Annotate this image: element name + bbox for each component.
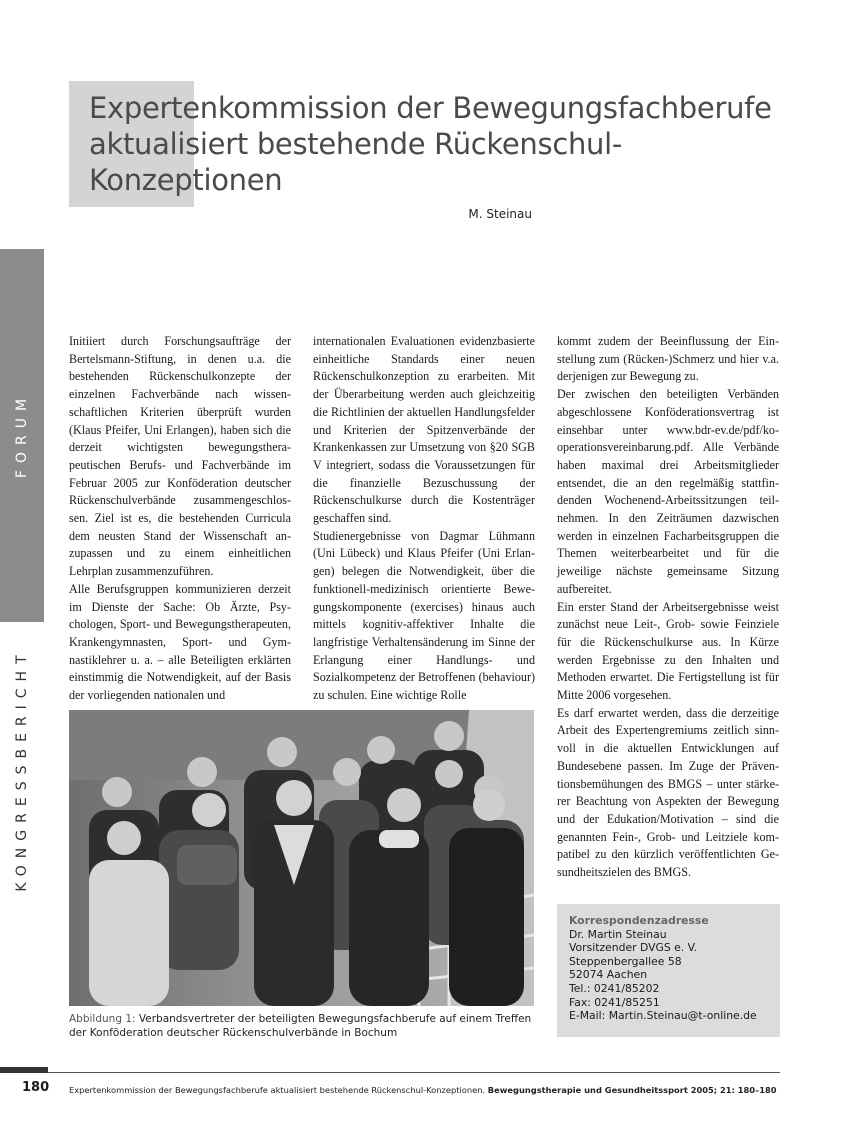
text-column-3 [557, 333, 779, 882]
figure-caption-text: Verbandsvertreter der beteiligten Bewegungsfachberufe auf einem Treffen der Konföderation deutscher Rückenschulverbände in Bochum [69, 1013, 532, 1039]
title-line-2: aktualisiert bestehende Rückenschul- [89, 127, 623, 161]
page-number: 180 [22, 1080, 50, 1095]
section-label-forum: FORUM [14, 391, 30, 479]
section-label-kongressbericht: KONGRESSBERICHT [14, 648, 30, 892]
figure-caption [69, 1012, 539, 1040]
paragraph: Alle Berufsgruppen kommunizieren derzeit im Dienste der Sache: Ob Ärzte, Psychologen, Sport- und Bewegungstherapeuten, Krankengymnasten, Sport- und Gymnastiklehrer u. a. – alle Beteiligten erklärten einstimmig die Notwendigkeit, auf der Basis der vorliegenden nationalen und [69, 581, 291, 703]
text-column-1 [69, 333, 291, 705]
correspondence-box [557, 904, 780, 1037]
footer-citation-title: Expertenkommission der Bewegungsfachberufe aktualisiert bestehende Rückenschul-Konzeptionen. [69, 1085, 486, 1095]
title-line-1: Expertenkommission der Bewegungsfachberufe [89, 91, 772, 125]
title-line-3: Konzeptionen [89, 163, 283, 197]
correspondence-role: Vorsitzender DVGS e. V. [569, 941, 698, 955]
footer-citation [69, 1085, 789, 1095]
figure-label: Abbildung 1: [69, 1013, 136, 1025]
correspondence-email: E-Mail: Martin.Steinau@t-online.de [569, 1009, 757, 1023]
paragraph: internationalen Evaluationen evidenzbasierte einheitliche Standards einer neuen Rückenschulkonzeption zu erarbeiten. Mit der Überarbeitung werden auch gleichzeitig die Richtlinien der aktuellen Handlungsfelder und Kriterien der Spitzenverbände der Krankenkassen zur Umsetzung von §20 SGB V integriert, sodass die Voraussetzungen für die finanzielle Bezuschussung der Rückenschulkurse durch die Kostenträger geschaffen sind. [313, 334, 535, 526]
paragraph: kommt zudem der Beeinflussung der Einstellung zum (Rücken-)Schmerz und hier v.a. derjenigen zur Bewegung zu. [557, 334, 779, 384]
author: M. Steinau [468, 207, 532, 221]
group-photo-illustration [69, 710, 534, 1006]
correspondence-street: Steppenbergallee 58 [569, 954, 682, 968]
paragraph: Der zwischen den beteiligten Verbänden abgeschlossene Konföderationsvertrag ist einsehbar unter www.bdr-ev.de/pdf/kooperationsvereinbarung.pdf. Alle Verbände haben maximal drei Arbeitsmitglieder entsendet, die an den regelmäßig stattfindenden Wochenend-Arbeitssitzungen teilnehmen. In den Zeiträumen dazwischen werden in einzelnen Facharbeitsgruppen die Themen weiterbearbeitet und für die jeweilige nächste gemeinsame Sitzung aufbereitet. [557, 387, 779, 596]
group-photo [69, 710, 534, 1006]
correspondence-city: 52074 Aachen [569, 968, 648, 982]
correspondence-heading: Korrespondenzadresse [569, 914, 709, 927]
paragraph: Initiiert durch Forschungsaufträge der Bertelsmann-Stiftung, in denen u.a. die bestehenden Rückenschulkonzepte der einzelnen Fachverbände nach wissenschaftlichen Kriterien überprüft wurden (Klaus Pfeifer, Uni Erlangen), haben sich die derzeit wichtigsten bewegungstherapeutischen Berufs- und Fachverbände im Februar 2005 zur Konföderation deutscher Rückenschulverbände zusammengeschlossen. Ziel ist es, die bestehenden Curricula dem neusten Stand der Wissenschaft anzupassen und zu einem einheitlichen Lehrplan zusammenzuführen. [69, 334, 291, 579]
paragraph: Ein erster Stand der Arbeitsergebnisse weist zunächst neue Leit-, Grob- sowie Feinziele für die Rückenschulkurse aus. In Kürze werden Ergebnisse zu den Inhalten und Methoden erwartet. Die Fertigstellung ist für Mitte 2006 vorgesehen. [557, 599, 779, 703]
article-title [89, 90, 789, 198]
correspondence-name: Dr. Martin Steinau [569, 927, 667, 941]
correspondence-fax: Fax: 0241/85251 [569, 995, 660, 1009]
paragraph: Studienergebnisse von Dagmar Lühmann (Uni Lübeck) und Klaus Pfeifer (Uni Erlangen) belegen die Notwendigkeit, über die funktionell-medizinisch orientierte Bewegungskomponente (exercises) hinaus auch mittels kognitiv-affektiver Inhalte die langfristige Verhaltensänderung im Sinne der Erlangung einer Handlungs- und Sozialkompetenz der Betroffenen (behaviour) zu schulen. Eine wichtige Rolle [313, 528, 535, 703]
footer-bar [0, 1067, 48, 1073]
correspondence-phone: Tel.: 0241/85202 [569, 981, 660, 995]
paragraph: Es darf erwartet werden, dass die derzeitige Arbeit des Expertengremiums zeitlich sinnvoll in die aktuellen Entwicklungen auf Bundesebene passen. Im Zuge der Präventionsbemühungen des BMGS – unter stärkerer Beachtung von Aspekten der Bewegung und der Edukation/Motivation – sind die genannten Fein-, Grob- und Leitziele kompatibel zu den kürzlich veröffentlichten Gesundheitszielen des BMGS. [557, 705, 779, 880]
text-column-2 [313, 333, 535, 705]
footer-journal: Bewegungstherapie und Gesundheitssport 2005; 21: 180–180 [487, 1085, 777, 1095]
footer-rule [48, 1072, 780, 1073]
